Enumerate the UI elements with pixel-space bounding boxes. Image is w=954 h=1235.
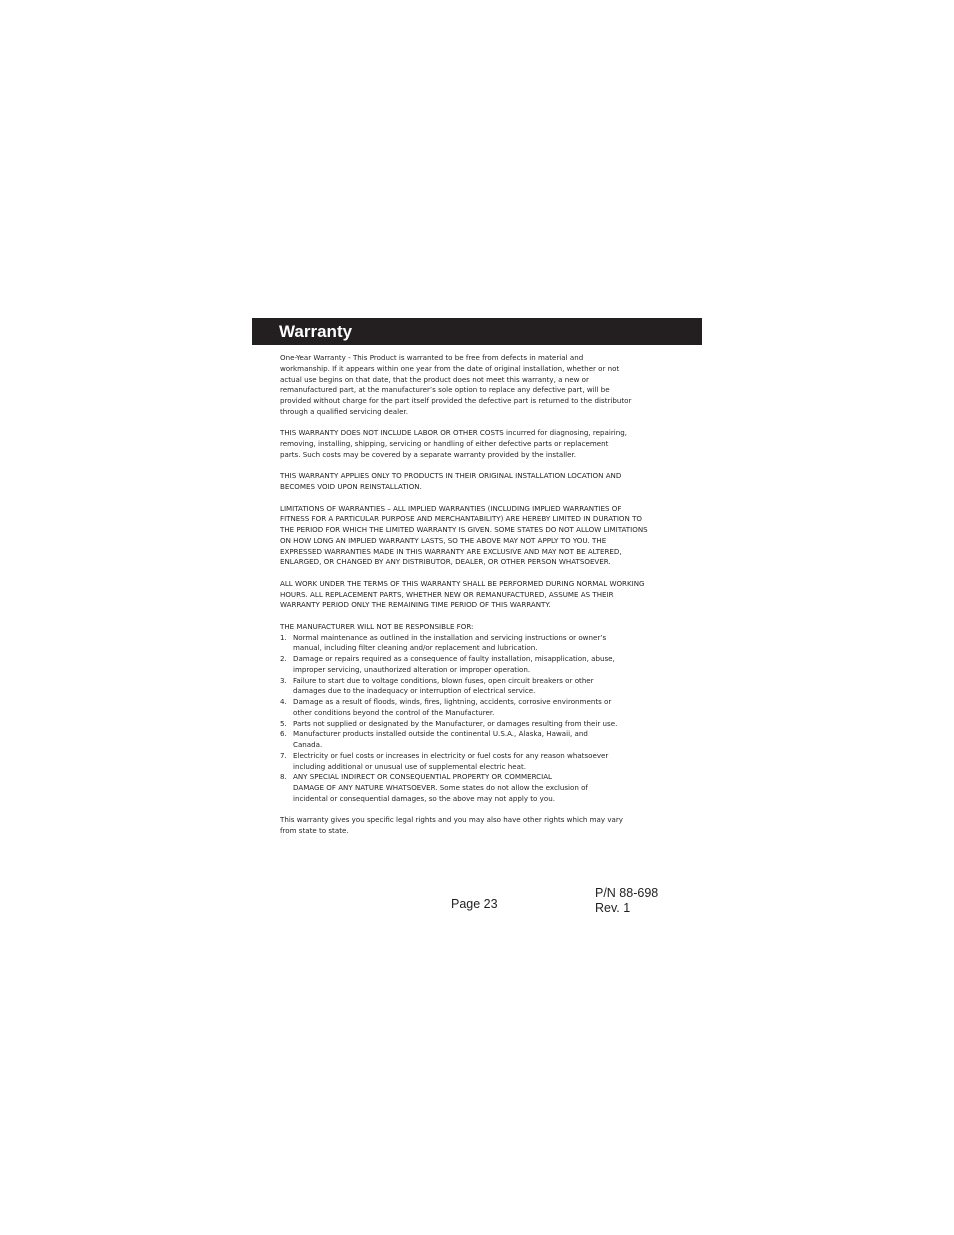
text-line: ON HOW LONG AN IMPLIED WARRANTY LASTS, SO THE ABOVE MAY NOT APPLY TO YOU. THE — [280, 535, 607, 545]
exclusion-text — [293, 633, 606, 655]
exclusion-number: 7. — [280, 750, 287, 760]
text-line: This warranty gives you specific legal rights and you may also have other rights which may vary — [280, 815, 623, 825]
exclusion-number: 2. — [280, 654, 287, 663]
text-line: other conditions beyond the control of the Manufacturer. — [293, 707, 495, 717]
exclusion-item — [280, 654, 672, 676]
text-line: ANY SPECIAL INDIRECT OR CONSEQUENTIAL PROPERTY OR COMMERCIAL — [293, 772, 553, 782]
text-line: One-Year Warranty - This Product is warranted to be free from defects in material and — [280, 353, 584, 362]
text-line: THE PERIOD FOR WHICH THE LIMITED WARRANTY IS GIVEN. SOME STATES DO NOT ALLOW LIMITATIONS — [280, 525, 648, 534]
text-line: incidental or consequential damages, so the above may not apply to you. — [293, 793, 555, 803]
text-line: THIS WARRANTY DOES NOT INCLUDE LABOR OR OTHER COSTS incurred for diagnosing, repairing, — [280, 428, 628, 438]
exclusion-item — [280, 751, 672, 773]
exclusion-item — [280, 772, 672, 804]
text-line: Manufacturer products installed outside the continental U.S.A., Alaska, Hawaii, and — [293, 729, 588, 739]
part-number: P/N 88-698 — [595, 886, 659, 900]
text-line: through a qualified servicing dealer. — [280, 406, 408, 416]
text-line: parts. Such costs may be covered by a separate warranty provided by the installer. — [280, 449, 577, 459]
text-line: actual use begins on that date, that the product does not meet this warranty, a new or — [280, 374, 589, 384]
exclusion-item — [280, 697, 672, 719]
exclusion-number: 4. — [280, 697, 287, 706]
text-line: provided without charge for the part itself provided the defective part is returned to the distributor — [280, 396, 632, 405]
work-hours-paragraph — [280, 579, 672, 611]
text-line: remanufactured part, at the manufacturer’s sole option to replace any defective part, will be — [280, 385, 610, 395]
section-header-bar — [252, 318, 702, 345]
revision: Rev. 1 — [595, 901, 631, 915]
warranty-body — [280, 353, 672, 848]
text-line: removing, installing, shipping, servicing or handling of either defective parts or replacement — [280, 439, 609, 448]
text-line: EXPRESSED WARRANTIES MADE IN THIS WARRANTY ARE EXCLUSIVE AND MAY NOT BE ALTERED, — [280, 546, 622, 556]
text-line: ENLARGED, OR CHANGED BY ANY DISTRIBUTOR, DEALER, OR OTHER PERSON WHATSOEVER. — [280, 557, 611, 567]
text-line: including additional or unusual use of supplemental electric heat. — [293, 761, 527, 771]
text-line: LIMITATIONS OF WARRANTIES – ALL IMPLIED WARRANTIES (INCLUDING IMPLIED WARRANTIES OF — [280, 503, 622, 513]
exclusion-text — [293, 729, 588, 751]
exclusion-text — [293, 654, 615, 676]
exclusion-text — [293, 676, 594, 698]
text-line: HOURS. ALL REPLACEMENT PARTS, WHETHER NEW OR REMANUFACTURED, ASSUME AS THEIR — [280, 589, 614, 599]
text-line: Electricity or fuel costs or increases in electricity or fuel costs for any reason whatsoever — [293, 750, 609, 760]
original-location-paragraph — [280, 471, 672, 493]
text-line: damages due to the inadequacy or interruption of electrical service. — [293, 686, 536, 696]
exclusion-text — [293, 697, 611, 719]
exclusion-item — [280, 729, 672, 751]
text-line: THIS WARRANTY APPLIES ONLY TO PRODUCTS IN THEIR ORIGINAL INSTALLATION LOCATION AND — [280, 471, 622, 481]
text-line: Failure to start due to voltage conditions, blown fuses, open circuit breakers or other — [293, 675, 594, 685]
text-line: WARRANTY PERIOD ONLY THE REMAINING TIME PERIOD OF THIS WARRANTY. — [280, 600, 551, 610]
exclusion-number: 3. — [280, 675, 287, 685]
text-line: Normal maintenance as outlined in the installation and servicing instructions or owner’s — [293, 632, 607, 642]
text-line: Damage or repairs required as a consequence of faulty installation, misapplication, abuse, — [293, 654, 615, 663]
text-line: Canada. — [293, 740, 323, 749]
exclusion-item — [280, 633, 672, 655]
legal-rights-paragraph — [280, 815, 672, 837]
text-line: improper servicing, unauthorized alteration or improper operation. — [293, 664, 531, 674]
exclusion-number: 8. — [280, 772, 287, 782]
one-year-warranty-paragraph — [280, 353, 672, 418]
text-line: manual, including filter cleaning and/or replacement and lubrication. — [293, 643, 538, 653]
labor-exclusion-paragraph — [280, 428, 672, 460]
text-line: DAMAGE OF ANY NATURE WHATSOEVER. Some states do not allow the exclusion of — [293, 783, 588, 792]
exclusion-number: 1. — [280, 632, 287, 642]
exclusion-item — [280, 676, 672, 698]
section-title: Warranty — [279, 322, 353, 341]
exclusion-number: 6. — [280, 729, 287, 739]
exclusion-text — [293, 772, 588, 804]
exclusion-text — [293, 751, 608, 773]
text-line: Parts not supplied or designated by the Manufacturer, or damages resulting from their use. — [293, 718, 618, 728]
text-line: FITNESS FOR A PARTICULAR PURPOSE AND MERCHANTABILITY) ARE HEREBY LIMITED IN DURATION TO — [280, 514, 642, 524]
part-info — [595, 886, 658, 916]
text-line: workmanship. If it appears within one year from the date of original installation, whether or not — [280, 363, 620, 373]
exclusion-item — [280, 719, 672, 730]
text-line: BECOMES VOID UPON REINSTALLATION. — [280, 482, 422, 491]
text-line: from state to state. — [280, 826, 349, 835]
exclusion-number: 5. — [280, 718, 287, 728]
exclusion-text — [293, 719, 617, 730]
page-number: Page 23 — [451, 897, 498, 911]
text-line: Damage as a result of floods, winds, fires, lightning, accidents, corrosive environments or — [293, 697, 612, 706]
exclusion-list — [280, 633, 672, 805]
limitations-paragraph — [280, 504, 672, 569]
text-line: ALL WORK UNDER THE TERMS OF THIS WARRANTY SHALL BE PERFORMED DURING NORMAL WORKING — [280, 578, 645, 588]
not-responsible-heading: THE MANUFACTURER WILL NOT BE RESPONSIBLE FOR: — [280, 621, 474, 631]
